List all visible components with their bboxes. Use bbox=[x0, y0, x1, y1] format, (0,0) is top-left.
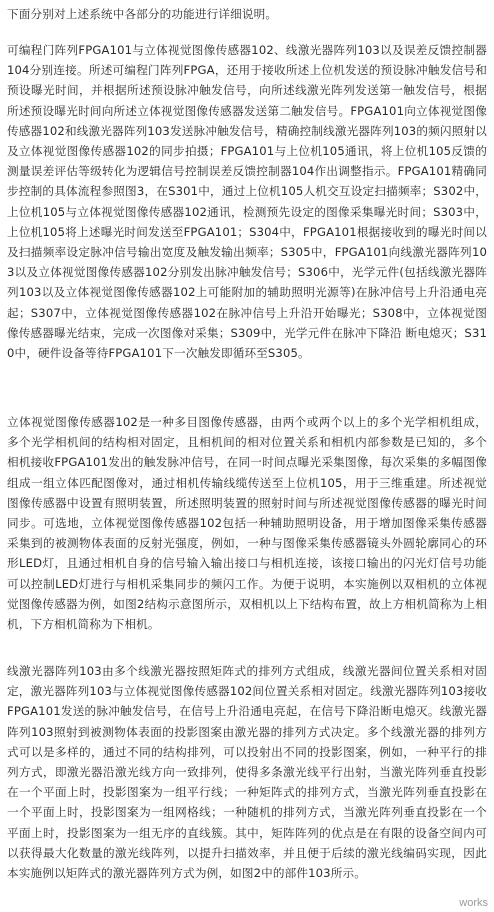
paragraph-stereo-sensor: 立体视觉图像传感器102是一种多目图像传感器，由两个或两个以上的多个光学相机组成，多个光学相机间的结构相对固定，且相机间的相对位置关系和相机内部参数是已知的，多个相机接收FPGA101发出的触发脉冲信号，在同一时间点曝光采集图像，每次采集的多幅图像组成一组立体匹配图像对，通过相机传输线缆传送至上位机105，用于三维重建。所述视觉图像传感器中设置有照明装置，所述照明装置的照射时间与所述视觉图像传感器的曝光时间同步。可选地，立体视觉图像传感器102包括一种辅助照明设备，用于增加图像采集传感器采集到的被测物体表面的反射光强度，例如，一种与图像采集传感器镜头外圆轮廓同心的环形LED灯，且通过相机自身的信号输入输出接口与相机连接，该接口输出的闪光灯信号功能可以控制LED灯进行与相机采集同步的频闪工作。为便于说明，本实施例以双相机的立体视觉图像传感器为例，如图2结构示意图所示，双相机以上下结构布置，故上方相机简称为上相机，下方相机简称为下相机。 bbox=[7, 415, 487, 632]
paragraph-intro: 下面分别对上述系统中各部分的功能进行详细说明。 bbox=[7, 7, 278, 21]
watermark: works bbox=[459, 897, 488, 909]
paragraph-fpga: 可编程门阵列FPGA101与立体视觉图像传感器102、线激光器阵列103以及误差反馈控制器104分别连接。所述可编程门阵列FPGA，还用于接收所述上位机发送的预设脉冲触发信号和预设曝光时间，并根据所述预设脉冲触发信号，向所述线激光阵列发送第一触发信号，根据所述预设曝光时间向所述立体视觉图像传感器发送第二触发信号。FPGA101向立体视觉图像传感器102和线激光器阵列103发送脉冲触发信号，精确控制线激光器阵列103的频闪照射以及立体视觉图像传感器102的同步拍摄；FPGA101与上位机105通讯，将上位机105反馈的测量误差评估等级转化为逻辑信号控制误差反馈控制器104作出调整指示。FPGA101精确同步控制的具体流程参照图3，在S301中，通过上位机105人机交互设定扫描频率；S302中，上位机105与立体视觉图像传感器102通讯，检测预先设定的图像采集曝光时间；S303中，上位机105将上述曝光时间发送至FPGA101；S304中，FPGA101根据接收到的曝光时间以及扫描频率设定脉冲信号输出宽度及触发输出频率；S305中，FPGA101向线激光器阵列103以及立体视觉图像传感器102分别发出脉冲触发信号；S306中，光学元件(包括线激光器阵列103以及立体视觉图像传感器102上可能附加的辅助照明光源等)在脉冲信号上升沿通电亮起；S307中，立体视觉图像传感器102在脉冲信号上升沿开始曝光；S308中，立体视觉图像传感器曝光结束，完成一次图像对采集；S309中，光学元件在脉冲下降沿 断电熄灭；S310中，硬件设备等待FPGA101下一次触发即循环至S305。 bbox=[7, 43, 487, 361]
paragraph-laser-array: 线激光器阵列103由多个线激光器按照矩阵式的排列方式组成，线激光器间位置关系相对固定，激光器阵列103与立体视觉图像传感器102间位置关系相对固定。线激光器阵列103接收FPGA101发送的脉冲触发信号，在信号上升沿通电亮起，在信号下降沿断电熄灭。线激光器阵列103照射到被测物体表面的投影图案由激光器的排列方式决定。多个线激光器的排列方式可以是多样的，通过不同的结构排列，可以投射出不同的投影图案，例如，一种平行的排列方式，即激光器沿激光线方向一致排列，使得多条激光线平行出射，当激光阵列垂直投影在一个平面上时，投影图案为一组平行线；一种矩阵式的排列方式，当激光阵列垂直投影在一个平面上时，投影图案为一组网格线；一种随机的排列方式，当激光阵列垂直投影在一个平面上时，投影图案为一组无序的直线簇。其中，矩阵阵列的优点是在有限的设备空间内可以获得最大化数量的激光线阵列，以提升扫描效率，并且便于后续的激光线编码实现，因此本实施例以矩阵式的激光器阵列方式为例，如图2中的部件103所示。 bbox=[7, 664, 487, 881]
